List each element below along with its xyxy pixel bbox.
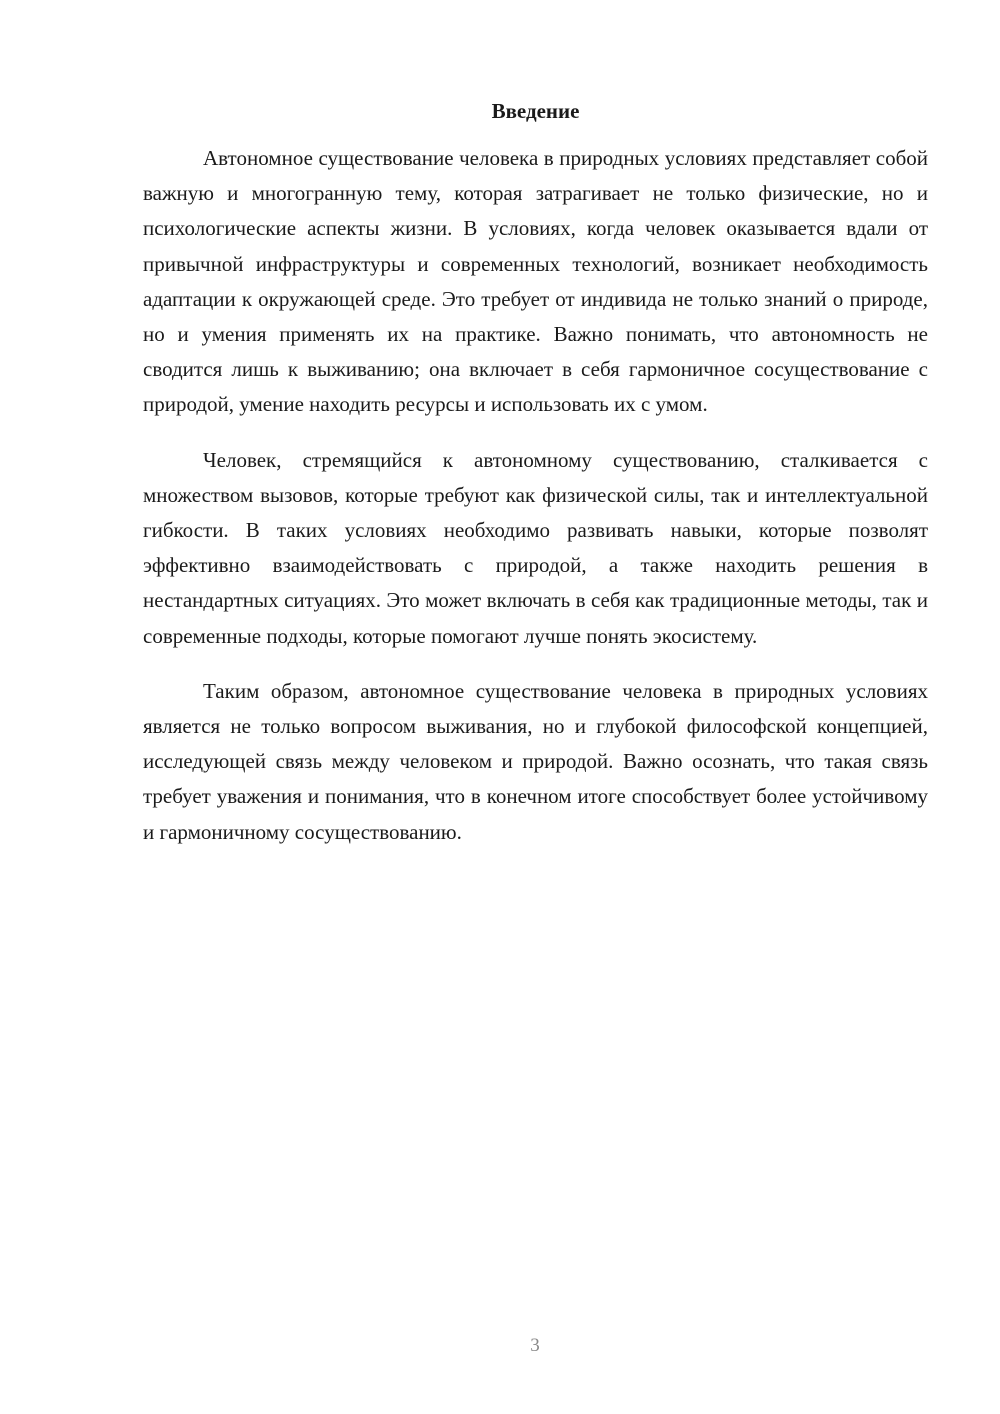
- paragraph-2: Человек, стремящийся к автономному существованию, сталкивается с множеством вызовов, которые требуют как физической силы, так и интеллектуальной гибкости. В таких условиях необходимо развивать навыки, которые позволят эффективно взаимодействовать с природой, а также находить решения в нестандартных ситуациях. Это может включать в себя как традиционные методы, так и современные подходы, которые помогают лучше понять экосистему.: [143, 447, 928, 648]
- page-number: 3: [530, 1335, 540, 1356]
- section-heading: Введение: [491, 99, 580, 123]
- paragraph-3: Таким образом, автономное существование человека в природных условиях является не только вопросом выживания, но и глубокой философской концепцией, исследующей связь между человеком и природой. Важно осознать, что такая связь требует уважения и понимания, что в конечном итоге способствует более устойчивому и гармоничному сосуществованию.: [143, 678, 928, 844]
- paragraph-1: Автономное существование человека в природных условиях представляет собой важную и многогранную тему, которая затрагивает не только физические, но и психологические аспекты жизни. В условиях, когда человек оказывается вдали от привычной инфраструктуры и современных технологий, возникает необходимость адаптации к окружающей среде. Это требует от индивида не только знаний о природе, но и умения применять их на практике. Важно понимать, что автономность не сводится лишь к выживанию; она включает в себя гармоничное сосуществование с природой, умение находить ресурсы и использовать их с умом.: [143, 146, 928, 417]
- body-text: [143, 141, 928, 850]
